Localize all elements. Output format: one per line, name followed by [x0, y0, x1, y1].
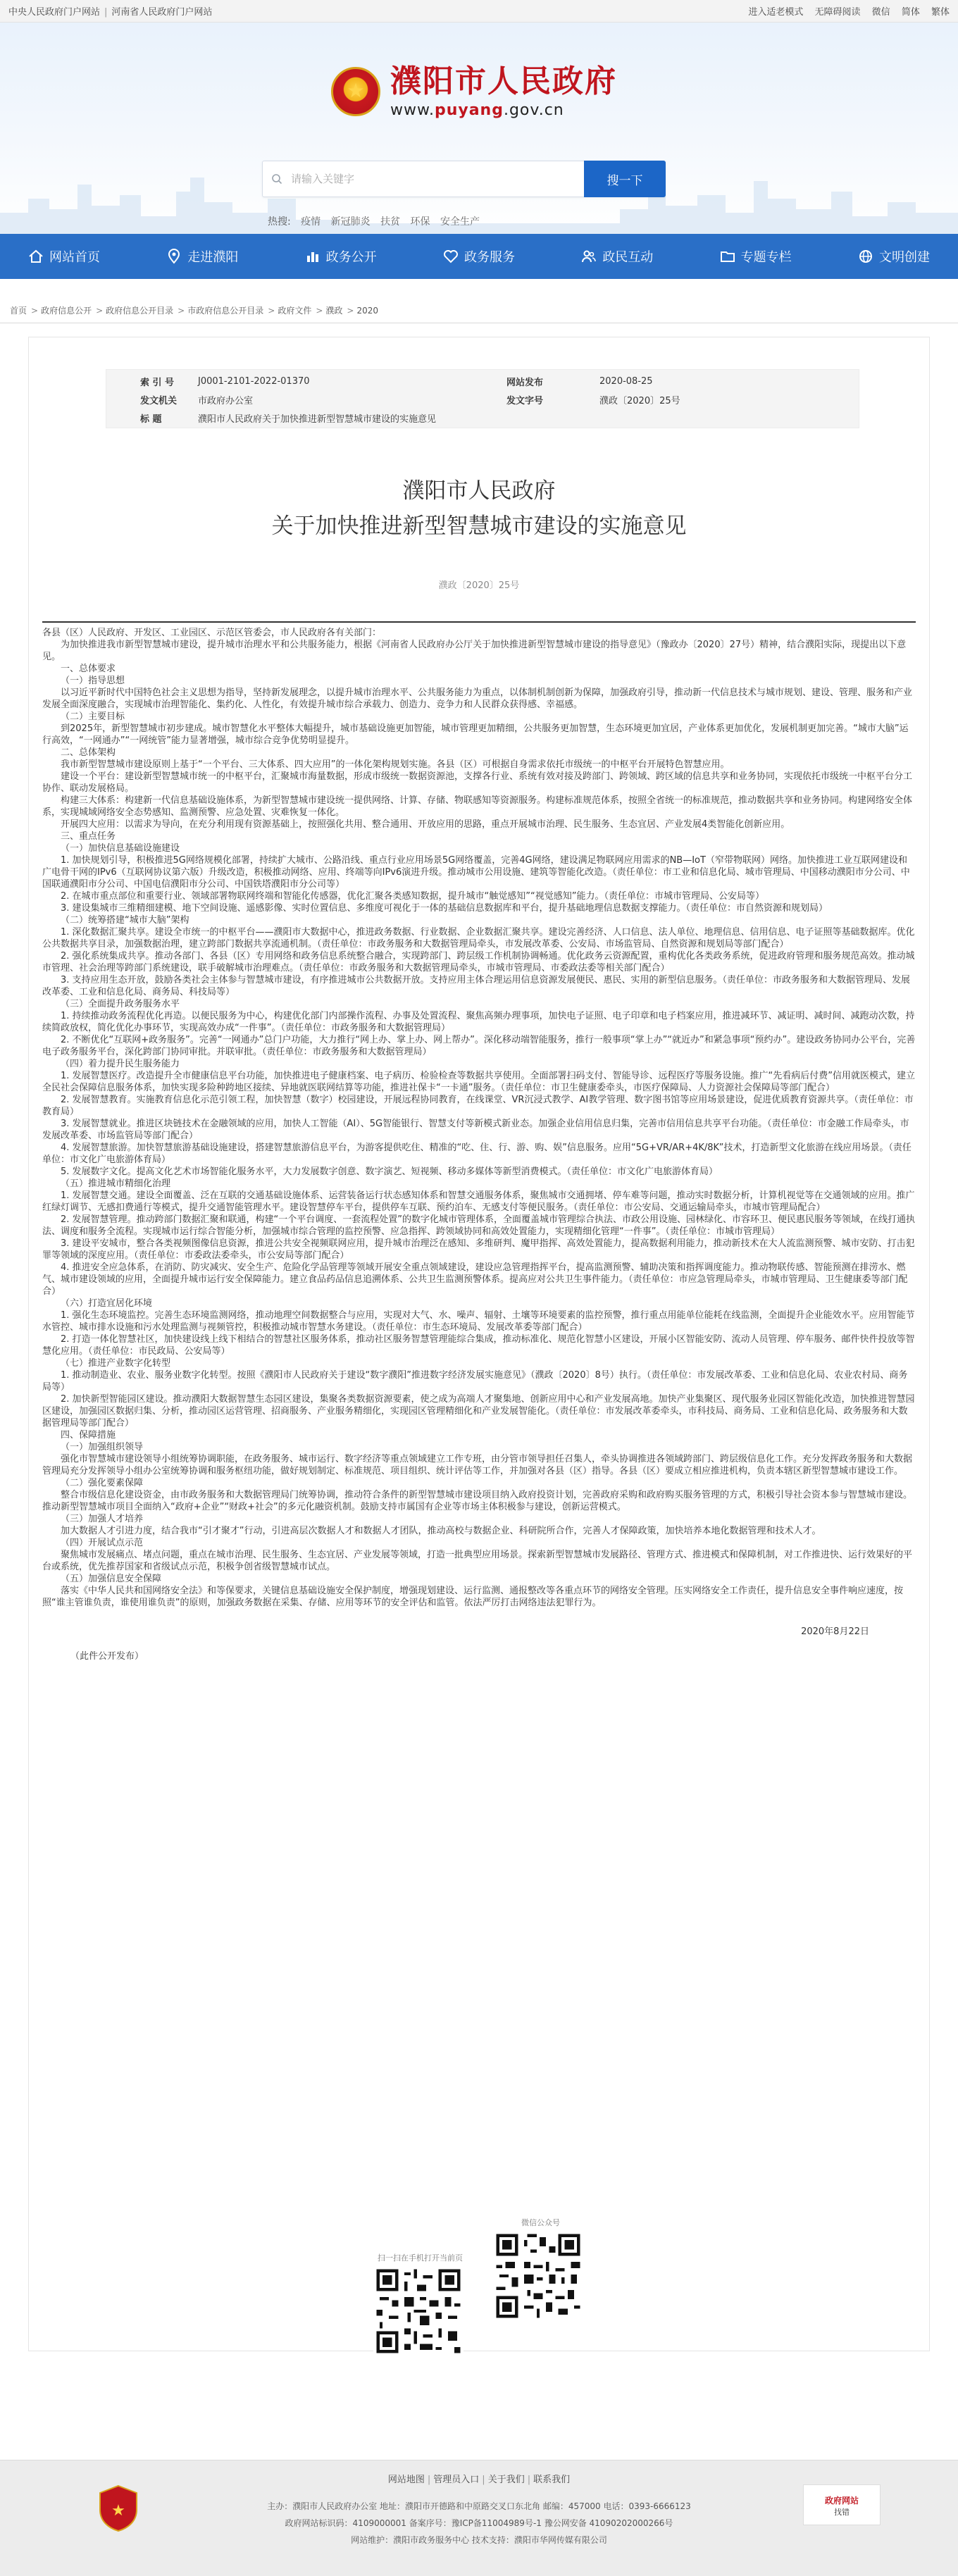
hot-term[interactable]: 疫情 — [301, 216, 321, 228]
qr-mobile-label: 扫一扫在手机打开当前页 — [378, 2253, 463, 2263]
heart-icon — [443, 249, 459, 264]
body-paragraph: （一）指导思想 — [61, 676, 125, 686]
body-paragraph: （五）推进城市精细化治理 — [61, 1178, 171, 1189]
body-paragraph: （三）加强人才培养 — [61, 1514, 144, 1524]
site-footer — [0, 2460, 958, 2576]
breadcrumb-item[interactable]: 2020 — [356, 306, 379, 316]
body-paragraph: 聚焦城市发展痛点、堵点问题，重点在城市治理、民生服务、生态宜居、产业发展等领域，打造一批典型应用场景。探索新型智慧城市发展路径、管理方式、推进模式和保障机制，对工作推进快、运行效果好的平台或系统，优先推荐国家和省级试点示范，积极争创省级智慧城市试点。 — [42, 1550, 913, 1572]
gov-badge-label: 政府网站 — [824, 2495, 859, 2506]
body-paragraph: 2. 发展智慧教育。实施教育信息化示范引领工程，加快智慧（数字）校园建设，开展远程协同教育，在线课堂、VR沉浸式教学、AI教学管理、数字图书馆等应用场景建设，促进优质教育资源共享。（责任单位：市教育局） — [42, 1095, 914, 1117]
wechat-link[interactable]: 微信 — [871, 7, 890, 18]
body-paragraph: 1. 强化生态环境监控。完善生态环境监测网络，推动地理空间数据整合与应用，实现对大气、水、噪声、辐射、土壤等环境要素的监控预警，推行重点用能单位能耗在线监测，全面提升企业能效水平。应用智能节水管控、城市排水设施和污水处理监测与视频管控，积极推动城市智慧水务建设。（责任单位：市生态环境局、发展改革委等部门配合） — [42, 1310, 915, 1333]
title-value: 濮阳市人民政府关于加快推进新型智慧城市建设的实施意见 — [198, 413, 437, 425]
body-paragraph: （二）统筹搭建“城市大脑”架构 — [61, 915, 189, 926]
breadcrumb-item[interactable]: 濮政 — [325, 306, 343, 316]
location-icon — [166, 249, 182, 264]
footer-link-contact[interactable]: 联系我们 — [533, 2475, 571, 2485]
accessibility-link[interactable]: 无障碍阅读 — [814, 7, 861, 18]
body-paragraph: 构建三大体系：构建新一代信息基础设施体系，为新型智慧城市建设统一提供网络、计算、存储、物联感知等资源服务。构建标准规范体系，按照全省统一的标准规范，推动数据共享和业务协同。构建网络安全体系，实现城域网络安全态势感知、监测预警、应急处置、灾难恢复一体化。 — [42, 795, 913, 818]
docnum-value: 濮政〔2020〕25号 — [599, 395, 680, 406]
index-value: J0001-2101-2022-01370 — [198, 375, 310, 387]
nav-special-topics[interactable]: 专题专栏 — [713, 234, 799, 279]
footer-maintenance-info: 网站维护：濮阳市政务服务中心 技术支持：濮阳市华网传媒有限公司 — [351, 2535, 607, 2545]
body-paragraph: 二、总体架构 — [61, 747, 116, 758]
body-paragraph: （四）着力提升民生服务能力 — [61, 1059, 180, 1069]
body-paragraph: （二）强化要素保障 — [61, 1478, 144, 1488]
body-paragraph: （七）推进产业数字化转型 — [61, 1358, 171, 1369]
document-date: 2020年8月22日 — [801, 1626, 869, 1637]
body-paragraph: 1. 持续推动政务流程优化再造。以便民服务为中心，构建优化部门内部操作流程、办事及处置流程、聚焦高频办理事项，加快电子证照、电子印章和电子档案应用，推进减环节、减证明、减时间、减跑动次数，持续简政放权，简化优化办事环节，实现高效办成“一件事”。（责任单位：市政务服务和大数据管理局） — [42, 1011, 915, 1033]
footer-link-admin[interactable]: 管理员入口 — [433, 2475, 480, 2485]
document-title-line: 关于加快推进新型智慧城市建设的实施意见 — [271, 514, 687, 539]
issuer-label: 发文机关 — [140, 395, 178, 406]
body-paragraph: 1. 发展智慧医疗。改造提升全市健康信息平台功能，加快推进电子健康档案、电子病历、检验检查等数据共享使用。全面部署扫码支付、智能导诊、远程医疗等服务设施。推广“先看病后付费”信用就医模式，建立全民社会保障信息服务体系，加快实现多险种跨地区接续、异地就医联网结算等功能，推进社保卡“一卡通”服务。（责任单位：市卫生健康委牵头，市医疗保障局、人力资源社会保障局等部门配合） — [42, 1071, 916, 1093]
footer-link-sitemap[interactable]: 网站地图 — [387, 2475, 425, 2485]
body-paragraph: 为加快推进我市新型智慧城市建设，提升城市治理水平和公共服务能力，根据《河南省人民政府办公厅关于加快推进新型智慧城市建设的指导意见》（豫政办〔2020〕27号）精神，结合濮阳实际，现提出以下意见。 — [42, 640, 907, 662]
breadcrumb-item[interactable]: 首页 — [10, 306, 27, 316]
breadcrumb-item[interactable]: 市政府信息公开目录 — [187, 306, 264, 316]
body-paragraph: 落实《中华人民共和国网络安全法》和等保要求，关键信息基础设施安全保护制度，增强现划建设、运行监测、通报整改等各重点环节的网络安全管理。压实网络安全工作责任，提升信息安全事件响应速度，按照“谁主管谁负责，谁使用谁负责”的原则，加强政务数据在采集、存储、应用等环节的安全评估和监管。依法严厉打击网络违法犯罪行为。 — [42, 1586, 904, 1608]
site-header — [0, 23, 958, 234]
body-paragraph: 4. 发展智慧旅游。加快智慧旅游基础设施建设，搭建智慧旅游信息平台，为游客提供吃住、精准的“吃、住、行、游、购、娱”信息服务。应用“5G+VR/AR+4K/8K”技术，打造新型文化旅游在线应用场景。（责任单位：市文化广电旅游体育局） — [42, 1143, 912, 1165]
home-icon — [28, 249, 44, 264]
footer-icp-info: 政府网站标识码：4109000001 备案序号：豫ICP备11004989号-1 豫公网安备 41090202000266号 — [285, 2518, 673, 2528]
henan-gov-link[interactable]: 河南省人民政府门户网站 — [111, 7, 213, 18]
body-paragraph: 2. 不断优化“互联网+政务服务”。完善“一网通办”总门户功能，大力推行“网上办、掌上办、网上帮办”。深化移动端智能服务，推行一般事项“掌上办”“就近办”和紧急事项“预约办”。建设政务协同办公平台，完善电子政务服务平台，深化跨部门协同审批。并联审批。（责任单位：市政务服务和大数据管理局） — [42, 1035, 916, 1057]
body-paragraph: 1. 发展智慧交通。建设全面覆盖、泛在互联的交通基础设施体系、运营装备运行状态感知体系和智慧交通服务体系，聚焦城市交通拥堵、停车难等问题，推动实时数据分析，计算机视觉等在交通领域的应用。推广红绿灯调节、无感扣费通行等模式，提升交通智能管理水平。建设智慧停车平台，提供停车互联、预约泊车、无感支付等便民服务。（责任单位：市公安局、交通运输局牵头，市城市管理局配合） — [42, 1190, 915, 1213]
body-paragraph: 3. 建设集城市三维精细建模、地下空间设施、遥感影像、实时位置信息、多维度可视化于一体的基础信息数据库和平台，提升基础地理信息数据支撑能力。（责任单位：市自然资源和规划局） — [61, 903, 828, 914]
nav-home[interactable]: 网站首页 — [21, 234, 107, 279]
body-paragraph: （一）加快信息基础设施建设 — [61, 843, 180, 854]
pubdate-label: 网站发布 — [506, 377, 544, 388]
issuer-value: 市政府办公室 — [198, 395, 254, 406]
document-body — [42, 627, 916, 1662]
body-paragraph: 3. 支持应用生态开放，鼓励各类社会主体参与智慧城市建设，有序推进城市公共数据开放。支持应用主体合理运用信息资源发展便民、惠民、实用的新型信息服务。（责任单位：市政务服务和大数据管理局、发展改革委、工业和信息化局、商务局、科技局等） — [42, 975, 911, 997]
body-paragraph: （三）全面提升政务服务水平 — [61, 999, 180, 1009]
svg-text:★: ★ — [111, 2502, 125, 2520]
search-input[interactable] — [291, 161, 584, 197]
body-paragraph: （六）打造宜居化环境 — [61, 1298, 153, 1309]
body-paragraph: 3. 建设平安城市，整合各类视频图像信息资源，推进公共安全视频联网应用，提升城市治理泛在感知、多维研判、魔甲指挥、高效处置能力，提高数据利用能力，推动新技术在大人流监测预警、城市安防、打击犯罪等领域的深度应用。（责任单位：市委政法委牵头，市公安局等部门配合） — [42, 1238, 915, 1261]
body-paragraph: 2. 加快新型智能园区建设。推动濮阳大数据智慧生态园区建设，集聚各类数据资源要素，使之成为高端人才聚集地、创新应用中心和产业发展高地。加快产业集聚区、现代服务业园区智能化改造，加快推进智慧园区建设，加强园区数据归集、分析，推动园区运营管理、招商服务、产业服务精细化，实现园区管理精细化和产业发展智能化。（责任单位：市发展改革委牵头，市科技局、商务局、工业和信息化局、政务服务和大数据管理局等部门配合） — [42, 1394, 915, 1429]
folder-icon — [720, 249, 735, 264]
nav-about-puyang[interactable]: 走进濮阳 — [159, 234, 245, 279]
national-emblem-icon — [331, 67, 380, 116]
gov-site-error-report-button[interactable] — [803, 2484, 881, 2525]
nav-civilization[interactable]: 文明创建 — [851, 234, 937, 279]
title-divider — [42, 621, 916, 623]
document-title-line: 濮阳市人民政府 — [402, 478, 556, 504]
main-nav — [0, 234, 958, 279]
body-paragraph: 1. 推动制造业、农业、服务业数字化转型。按照《濮阳市人民政府关于建设“数字濮阳”推进数字经济发展实施意见》（濮政〔2020〕8号）执行。（责任单位：市发展改革委、工业和信息化局、农业农村局、商务局等） — [42, 1370, 908, 1393]
body-paragraph: 建设一个平台：建设新型智慧城市统一的中枢平台，汇聚城市海量数据，形成市级统一数据资源池，支撑各行业、系统有效对接及跨部门、跨领域、跨区域的信息共享和业务协同，实现依托市级统一中枢平台分工协作、联动发展格局。 — [42, 771, 913, 794]
docnum-label: 发文字号 — [506, 395, 544, 406]
footer-host-info: 主办：濮阳市人民政府办公室 地址：濮阳市开德路和中原路交叉口东北角 邮编：457000 电话：0393-6666123 — [267, 2501, 691, 2511]
qr-code-wechat-icon — [493, 2231, 583, 2321]
site-url: www.puyang.gov.cn — [390, 101, 564, 119]
nav-gov-services[interactable]: 政务服务 — [436, 234, 522, 279]
traditional-chinese-link[interactable]: 繁体 — [931, 7, 950, 18]
body-paragraph: 加大数据人才引进力度，结合我市“引才聚才”行动，引进高层次数据人才和数据人才团队，推动高校与数据企业、科研院所合作，完善人才保障政策，加快培养本地化数据管理和技术人才。 — [61, 1526, 821, 1536]
body-paragraph: 强化市智慧城市建设领导小组统筹协调职能，在政务服务、城市运行、数字经济等重点领域建立工作专班，由分管市领导担任召集人，牵头协调推进各领域跨部门、跨层级信息化工作。充分发挥政务服务和大数据管理局充分发挥领导小组办公室统筹协调和服务枢纽功能，做好规划制定、标准规范、项目组织、统计评估等工作，并加强对各县（区）指导。各县（区）要成立相应推进机构，负责本辖区新型智慧城市建设工作。 — [42, 1454, 913, 1476]
body-paragraph: （五）加强信息安全保障 — [61, 1574, 162, 1584]
footer-links: 网站地图 | 管理员入口 | 关于我们 | 联系我们 — [387, 2475, 571, 2485]
search-icon — [263, 161, 291, 197]
footer-link-about[interactable]: 关于我们 — [487, 2475, 525, 2485]
top-links-left — [8, 4, 212, 18]
index-label: 索 引 号 — [140, 377, 175, 388]
body-paragraph: （一）加强组织领导 — [61, 1442, 144, 1452]
hot-term[interactable]: 安全生产 — [440, 216, 480, 228]
breadcrumb: 首页 > 政府信息公开 > 政府信息公开目录 > 市政府信息公开目录 > 政府文件 > 濮政 > 2020 — [10, 306, 379, 316]
gov-badge-sublabel: 找错 — [834, 2507, 850, 2517]
top-bar — [0, 0, 958, 23]
body-paragraph: 整合市级信息化建设资金，由市政务服务和大数据管理局门统筹协调，推动符合条件的新型智慧城市建设项目纳入政府投资计划，完善政府采购和政府购买服务管理的方式，积极引导社会资本参与智慧城市建设。推动新型智慧城市项目全面纳入“政府+企业”“财政+社会”的多元化融资机制。鼓励支持市属国有企业等市场主体积极参与建设，创新运营模式。 — [42, 1490, 913, 1512]
body-paragraph: 四、保障措施 — [61, 1430, 116, 1441]
body-paragraph: 1. 深化数据汇聚共享。建设全市统一的中枢平台——濮阳市大数据中心，推进政务数据、行业数据、企业数据汇聚共享。建设完善经济、人口信息、法人单位、地理信息、信用信息、电子证照等基础数据库。优化公共数据共享目录，加强数据治理，建立跨部门数据共享流通机制。（责任单位：市政务服务和大数据管理局牵头，市发展改革委、公安局、市场监管局、自然资源和规划局等部门配合） — [42, 927, 915, 950]
hot-term[interactable]: 扶贫 — [380, 216, 401, 228]
central-gov-link[interactable]: 中央人民政府门户网站 — [8, 7, 101, 18]
chart-icon — [305, 249, 321, 264]
qr-wechat-label: 微信公众号 — [521, 2218, 560, 2227]
body-paragraph: 一、总体要求 — [61, 664, 116, 674]
body-paragraph: 2. 在城市重点部位和重要行业、领域部署物联网终端和智能化传感器，优化汇聚各类感知数据，提升城市“触觉感知”“视觉感知”能力。（责任单位：市城市管理局、公安局等） — [61, 891, 764, 902]
hot-term[interactable]: 新冠肺炎 — [330, 216, 371, 228]
body-paragraph: 2. 强化系统集成共享。推动各部门、各县（区）专用网络和政务信息系统整合融合，实现跨部门、跨层级工作机制协调畅通。优化政务云资源配置，重构优化各类政务系统，促进政府管理和服务规范高效。推动城市管理、社会治理等跨部门系统建设，联手破解城市治理难点。（责任单位：市政务服务和大数据管理局牵头，市城市管理局、市委政法委等相关部门配合） — [42, 951, 915, 973]
globe-icon — [858, 249, 873, 264]
body-paragraph: 1. 加快规划引导，积极推进5G网络规模化部署，持续扩大城市、公路沿线、重点行业应用场景5G网络覆盖，完善4G网络，建设满足物联网应用需求的NB—IoT（窄带物联网）网络。加快推进工业互联网建设和广电骨干网的IPv6（互联网协议第六版）升级改造，积极推动网络、应用、终端等向IPv6演进升级。推动城市公用设施、建筑等智能化改造。（责任单位：市工业和信息化局、城市管理局、中国移动濮阳市分公司、中国联通濮阳市分公司、中国电信濮阳市分公司、中国铁塔濮阳市分公司等） — [42, 855, 910, 890]
body-paragraph: 以习近平新时代中国特色社会主义思想为指导，坚持新发展理念，以提升城市治理水平、公共服务能力为重点，以体制机制创新为保障，加强政府引导，推动新一代信息技术与城市规划、建设、管理、服务和产业发展全面深度融合，实现城市治理智能化、集约化、人性化，有效提升城市综合承载力、创造力、竞争力和人民群众获得感、幸福感。 — [42, 687, 913, 710]
body-paragraph: 2. 打造一体化智慧社区，加快建设线上线下相结合的智慧社区服务体系，推动社区服务智慧管理能综合集成，推动标准化、规范化智慧小区建设，开展小区智能安防、流动人员管理、停车服务、邮件快件投放等智慧化应用。（责任单位：市民政局、公安局等） — [42, 1334, 915, 1357]
pubdate-value: 2020-08-25 — [599, 375, 653, 387]
breadcrumb-item[interactable]: 政府信息公开目录 — [106, 306, 174, 316]
body-paragraph: 三、重点任务 — [61, 831, 116, 842]
title-label: 标 题 — [140, 413, 162, 425]
document-title — [0, 473, 958, 544]
qr-code-mobile-icon — [373, 2266, 464, 2356]
body-paragraph: 到2025年，新型智慧城市初步建成。城市智慧化水平整体大幅提升，城市基础设施更加智能，城市管理更加精细，公共服务更加智慧，生态环境更加宜居，产业体系更加优化，发展机制更加完善。“城市大脑”运行高效，“一网通办”“一网统管”能力显著增强，城市综合竞争优势明显提升。 — [42, 723, 909, 746]
document-meta-table — [106, 369, 859, 428]
hot-search — [268, 214, 487, 228]
body-paragraph: 开展四大应用：以需求为导向，在充分利用现有资源基础上，按照强化共用、整合通用、开放应用的思路，重点开展城市治理、民生服务、生态宜居、产业发展4类智能化创新应用。 — [61, 819, 790, 830]
document-number: 濮政〔2020〕25号 — [438, 580, 520, 591]
body-paragraph: 4. 推进安全应急体系，在消防、防灾减灾、安全生产、危险化学品管理等领域开展安全重点领域建设，建设应急管理指挥平台，提高监测预警、辅助决策和指挥调度能力。推动物联传感、智能预测在排涝水、燃气、城市建设领域的应用，全面提升城市运行安全保障能力。建立食品药品信息追溯体系、公共卫生监测预警体系。提高应对公共卫生事件能力。（责任单位：市应急管理局牵头，市城市管理局、卫生健康委等部门配合） — [42, 1262, 908, 1297]
site-name: 濮阳市人民政府 — [390, 63, 617, 99]
search-button[interactable]: 搜一下 — [584, 161, 666, 197]
nav-gov-affairs-open[interactable]: 政务公开 — [298, 234, 384, 279]
body-paragraph: 3. 发展智慧就业。推进区块链技术在金融领域的应用，加快人工智能（AI）、5G智能银行、智慧支付等新模式新业态。加强企业信用信息归集，完善市信用信息共享平台功能。（责任单位：市金融工作局牵头，市发展改革委、市场监管局等部门配合） — [42, 1119, 909, 1141]
body-paragraph: 各县（区）人民政府、开发区、工业园区、示范区管委会，市人民政府各有关部门： — [42, 628, 382, 638]
hot-search-label: 热搜: — [268, 216, 291, 228]
body-paragraph: 我市新型智慧城市建设原则上基于“一个平台、三大体系、四大应用”的一体化架构规划实施。各县（区）可根据自身需求依托市级统一的中枢平台开展特色智慧应用。 — [61, 759, 730, 770]
breadcrumb-item[interactable]: 政府信息公开 — [41, 306, 92, 316]
publication-note: （此件公开发布） — [70, 1651, 144, 1662]
body-paragraph: 2. 发展智慧管理。推动跨部门数据汇聚和联通，构建“一个平台调度、一套流程处置”的数字化城市管理体系，全面覆盖城市管理综合执法、市政公用设施、园林绿化、市容环卫、便民惠民服务等领域，在线打通执法、调度和服务全流程。实现城市运行综合智能分析，加强城市综合管理的监控预警、应急指挥、跨领域协同和高效处置能力，实现精细化管理“一件事”。（责任单位：市城市管理局） — [42, 1214, 916, 1237]
users-icon — [581, 249, 597, 264]
hot-term[interactable]: 环保 — [410, 216, 430, 228]
search-bar — [262, 161, 666, 197]
site-logo[interactable] — [331, 63, 617, 120]
body-paragraph: 5. 发展数字文化。提高文化艺术市场智能化服务水平，大力发展数字创意、数字演艺、短视频、移动多媒体等新型消费模式。（责任单位：市文化广电旅游体育局） — [61, 1166, 718, 1177]
nav-public-interaction[interactable]: 政民互动 — [574, 234, 660, 279]
simplified-chinese-link[interactable]: 简体 — [901, 7, 920, 18]
elderly-mode-link[interactable]: 进入适老模式 — [748, 7, 804, 18]
divider: | — [104, 7, 108, 18]
breadcrumb-item[interactable]: 政府文件 — [278, 306, 312, 316]
body-paragraph: （二）主要目标 — [61, 711, 125, 722]
body-paragraph: （四）开展试点示范 — [61, 1538, 144, 1548]
top-links-right — [740, 4, 950, 18]
